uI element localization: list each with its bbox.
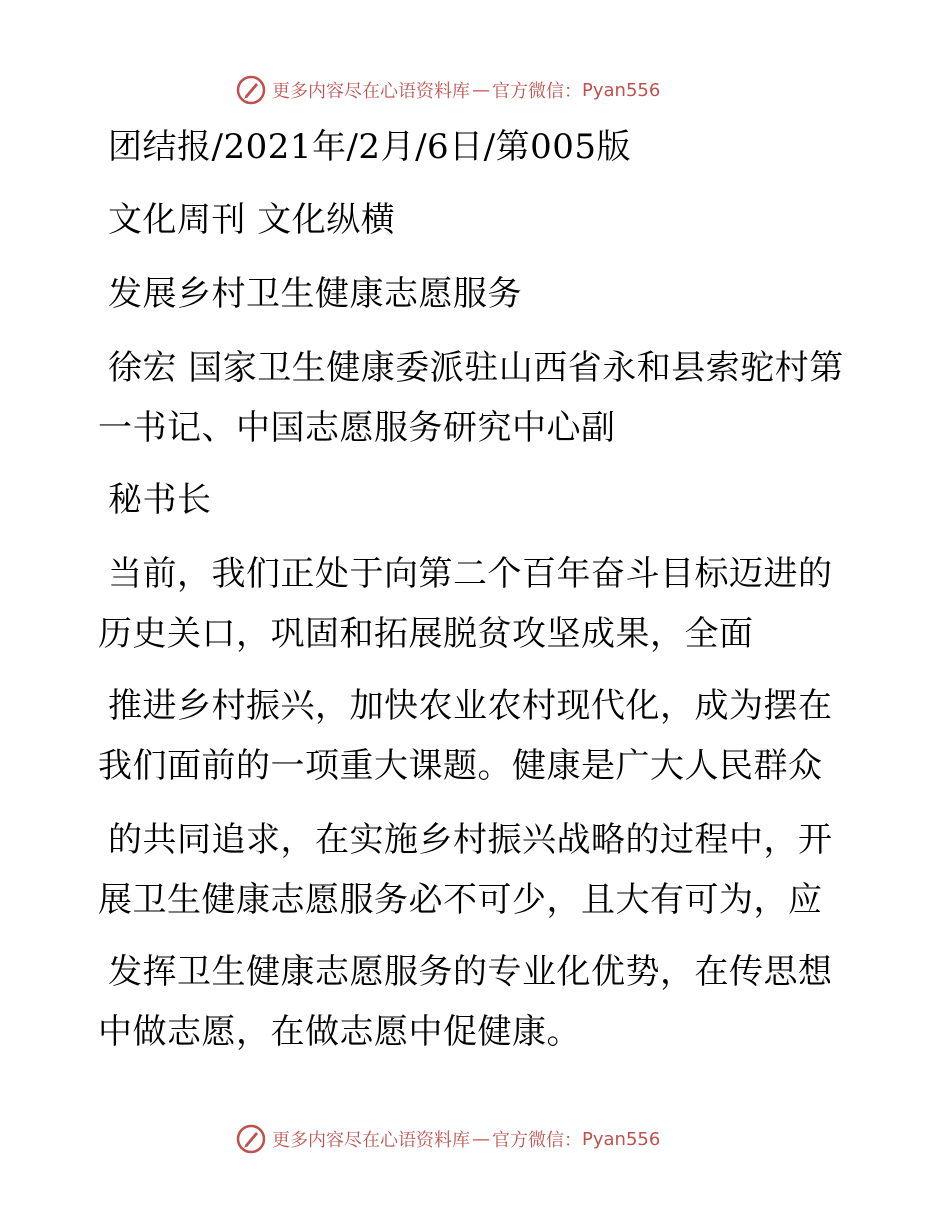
watermark-wechat-id: Pyan556 [582,79,661,101]
watermark-wechat-label: 官方微信： [492,81,582,102]
watermark-site-text: 更多内容尽在心语资料库 [272,1130,470,1151]
body-line: 发挥卫生健康志愿服务的专业化优势，在传思想 [108,952,833,992]
footer-watermark [236,1122,660,1156]
quill-pen-logo-icon [236,1124,266,1154]
article-title: 发展乡村卫生健康志愿服务 [108,274,522,314]
quill-pen-logo-icon [236,75,266,105]
column-name: 文化周刊 文化纵横 [108,200,396,240]
body-line: 中做志愿，在做志愿中促健康。 [98,1012,581,1052]
watermark-wechat-id: Pyan556 [582,1128,661,1150]
body-line: 当前，我们正处于向第二个百年奋斗目标迈进的 [108,554,833,594]
watermark-wechat-label: 官方微信： [492,1130,582,1151]
watermark-separator: — [472,79,490,101]
body-line: 推进乡村振兴，加快农业农村现代化，成为摆在 [108,686,833,726]
body-line: 历史关口，巩固和拓展脱贫攻坚成果，全面 [98,614,754,654]
author-line: 徐宏 国家卫生健康委派驻山西省永和县索驼村第 [108,348,844,388]
source-line: 团结报/2021年/2月/6日/第005版 [108,127,632,167]
body-line: 的共同追求，在实施乡村振兴战略的过程中，开 [108,820,833,860]
watermark-site-text: 更多内容尽在心语资料库 [272,81,470,102]
header-watermark [236,73,660,107]
watermark-separator: — [472,1128,490,1150]
author-line: 一书记、中国志愿服务研究中心副 [98,408,616,448]
author-line: 秘书长 [108,480,212,520]
body-line: 我们面前的一项重大课题。健康是广大人民群众 [98,746,823,786]
body-line: 展卫生健康志愿服务必不可少，且大有可为，应 [98,880,823,920]
